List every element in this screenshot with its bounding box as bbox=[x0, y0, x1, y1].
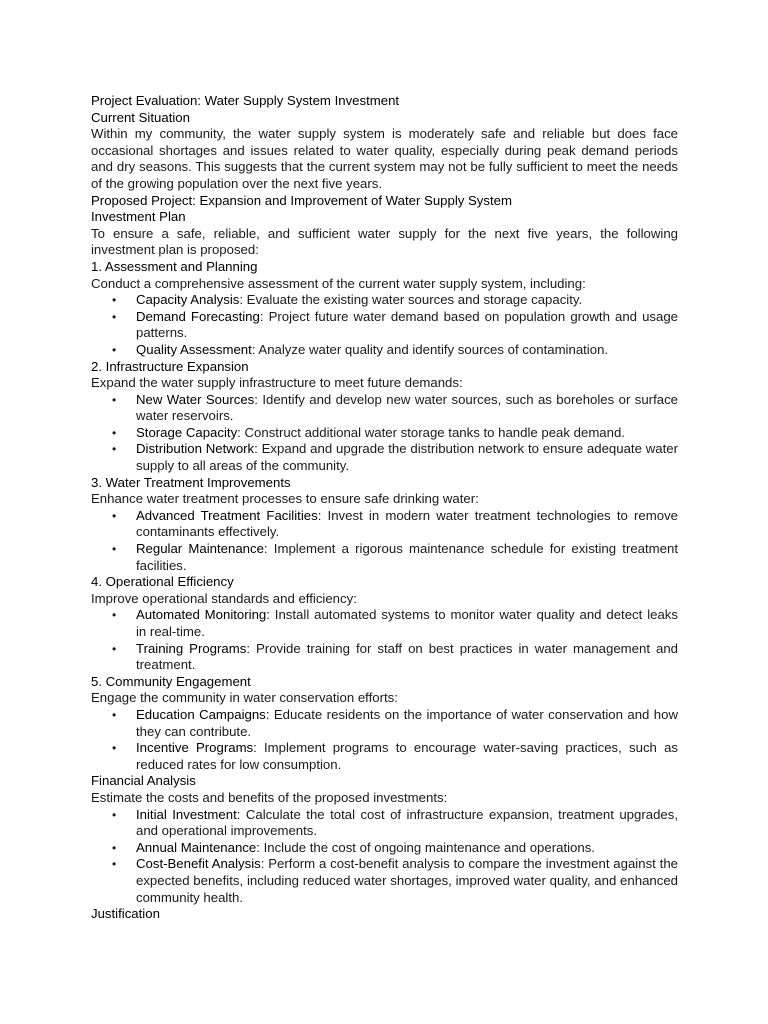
list-item bbox=[91, 856, 678, 906]
list-item bbox=[91, 392, 678, 425]
item-description: : Implement programs to encourage water-saving practices, such as reduced rates for low consumption. bbox=[136, 740, 679, 772]
item-term: Initial Investment bbox=[136, 806, 237, 822]
item-description: : Evaluate the existing water sources and storage capacity. bbox=[239, 292, 583, 308]
section-intro: Conduct a comprehensive assessment of the current water supply system, including: bbox=[91, 275, 586, 291]
bullet-icon: • bbox=[112, 293, 117, 308]
bullet-icon: • bbox=[112, 807, 117, 822]
document-title: Project Evaluation: Water Supply System Investment bbox=[91, 93, 400, 108]
section bbox=[91, 574, 678, 674]
item-term: Storage Capacity bbox=[136, 424, 238, 440]
bullet-list bbox=[91, 707, 678, 773]
bullet-icon: • bbox=[112, 641, 117, 656]
item-description: : Provide training for staff on best practices in water management and treatment. bbox=[136, 640, 678, 673]
list-item bbox=[91, 807, 678, 840]
section-heading: 3. Water Treatment Improvements bbox=[91, 474, 291, 490]
section-intro: Expand the water supply infrastructure to meet future demands: bbox=[91, 375, 463, 391]
item-term: Distribution Network bbox=[136, 441, 255, 457]
item-term: Capacity Analysis bbox=[136, 292, 240, 308]
bullet-icon: • bbox=[112, 508, 117, 523]
item-description: : Implement a rigorous maintenance schedule for existing treatment facilities. bbox=[136, 541, 678, 573]
item-term: Automated Monitoring bbox=[136, 607, 267, 623]
bullet-icon: • bbox=[112, 741, 117, 756]
list-item bbox=[91, 309, 678, 342]
current-situation-text: Within my community, the water supply system is moderately safe and reliable but does face occasional shortages and issues related to water quality, especially during peak demand periods and dry seasons. This suggests that the current system may not be fully sufficient to meet the needs of the growing population over the next five years. bbox=[91, 126, 678, 191]
bullet-icon: • bbox=[112, 309, 117, 324]
bullet-list bbox=[91, 807, 678, 907]
section bbox=[91, 475, 678, 575]
section-intro: Enhance water treatment processes to ensure safe drinking water: bbox=[91, 491, 479, 507]
bullet-icon: • bbox=[112, 342, 117, 357]
list-item bbox=[91, 740, 678, 773]
bullet-icon: • bbox=[112, 608, 117, 623]
proposed-project-heading: Proposed Project: Expansion and Improvement of Water Supply System bbox=[91, 192, 512, 208]
investment-plan-heading: Investment Plan bbox=[91, 209, 186, 225]
item-term: Demand Forecasting bbox=[136, 308, 260, 324]
section-intro: Engage the community in water conservation efforts: bbox=[91, 690, 398, 706]
item-description: : Invest in modern water treatment technologies to remove contaminants effectively. bbox=[136, 507, 678, 540]
section bbox=[91, 674, 678, 774]
item-description: : Construct additional water storage tanks to handle peak demand. bbox=[237, 424, 625, 440]
bullet-icon: • bbox=[112, 707, 117, 722]
list-item bbox=[91, 840, 678, 857]
list-item bbox=[91, 342, 678, 359]
list-item bbox=[91, 508, 678, 541]
item-term: Quality Assessment bbox=[136, 341, 252, 357]
item-term: New Water Sources bbox=[136, 391, 255, 407]
list-item bbox=[91, 425, 678, 442]
section-heading: 2. Infrastructure Expansion bbox=[91, 358, 249, 374]
item-description: : Expand and upgrade the distribution network to ensure adequate water supply to all areas of the community. bbox=[136, 441, 678, 474]
bullet-icon: • bbox=[112, 857, 117, 872]
item-term: Education Campaigns bbox=[136, 706, 266, 722]
section bbox=[91, 773, 678, 906]
justification-heading: Justification bbox=[91, 906, 160, 922]
bullet-list bbox=[91, 292, 678, 358]
document-body bbox=[91, 93, 678, 923]
list-item bbox=[91, 641, 678, 674]
item-term: Regular Maintenance bbox=[136, 541, 264, 557]
section-intro: Improve operational standards and efficiency: bbox=[91, 590, 357, 606]
item-description: : Identify and develop new water sources, such as boreholes or surface water reservoirs. bbox=[136, 391, 678, 424]
section bbox=[91, 359, 678, 475]
item-term: Advanced Treatment Facilities bbox=[136, 507, 318, 523]
item-description: : Analyze water quality and identify sources of contamination. bbox=[251, 341, 609, 357]
section bbox=[91, 259, 678, 359]
list-item bbox=[91, 707, 678, 740]
item-description: : Include the cost of ongoing maintenance and operations. bbox=[256, 839, 595, 855]
list-item bbox=[91, 441, 678, 474]
bullet-icon: • bbox=[112, 840, 117, 855]
list-item bbox=[91, 541, 678, 574]
bullet-list bbox=[91, 392, 678, 475]
section-heading: 4. Operational Efficiency bbox=[91, 574, 234, 590]
item-term: Incentive Programs bbox=[136, 740, 254, 756]
bullet-icon: • bbox=[112, 392, 117, 407]
section-heading: Financial Analysis bbox=[91, 773, 196, 789]
item-term: Cost-Benefit Analysis bbox=[136, 856, 261, 872]
item-description: : Install automated systems to monitor water quality and detect leaks in real-time. bbox=[136, 607, 678, 639]
bullet-icon: • bbox=[112, 425, 117, 440]
item-description: : Project future water demand based on population growth and usage patterns. bbox=[136, 308, 678, 341]
bullet-list bbox=[91, 607, 678, 673]
list-item bbox=[91, 292, 678, 309]
bullet-list bbox=[91, 508, 678, 574]
item-term: Training Programs bbox=[136, 640, 247, 656]
investment-plan-text: To ensure a safe, reliable, and sufficient water supply for the next five years, the following investment plan is proposed: bbox=[91, 225, 678, 258]
section-heading: 1. Assessment and Planning bbox=[91, 258, 258, 274]
item-description: : Educate residents on the importance of water conservation and how they can contribute. bbox=[136, 706, 678, 739]
section-heading: 5. Community Engagement bbox=[91, 673, 251, 689]
section-intro: Estimate the costs and benefits of the proposed investments: bbox=[91, 789, 448, 805]
list-item bbox=[91, 607, 678, 640]
item-term: Annual Maintenance bbox=[136, 839, 257, 855]
sections-container bbox=[91, 259, 678, 906]
item-description: : Calculate the total cost of infrastructure expansion, treatment upgrades, and operational improvements. bbox=[136, 806, 678, 839]
bullet-icon: • bbox=[112, 442, 117, 457]
item-description: : Perform a cost-benefit analysis to compare the investment against the expected benefits, including reduced water shortages, improved water quality, and enhanced community health. bbox=[136, 856, 678, 905]
current-situation-heading: Current Situation bbox=[91, 109, 190, 125]
bullet-icon: • bbox=[112, 542, 117, 557]
